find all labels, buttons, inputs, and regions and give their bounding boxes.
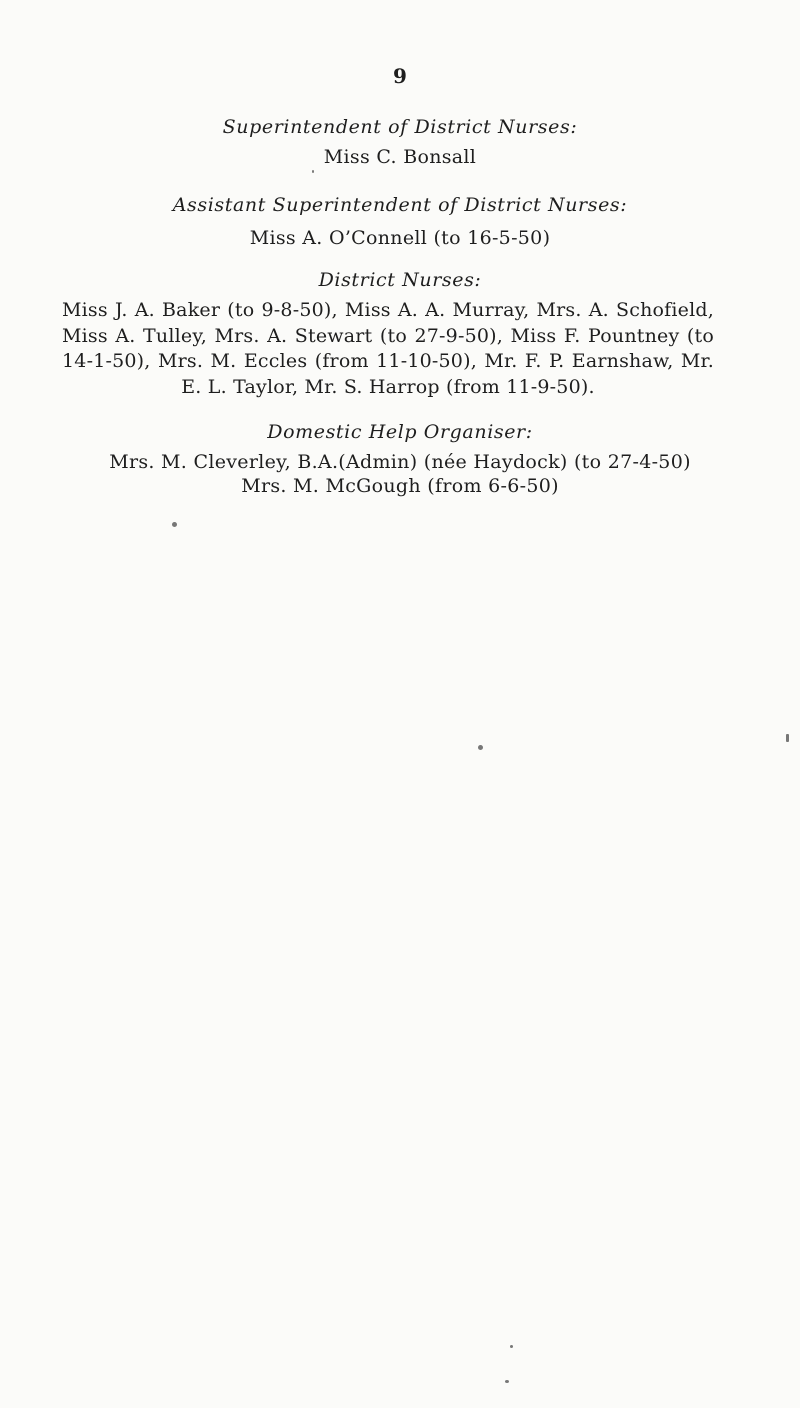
scan-speck — [478, 745, 483, 750]
domestic-help-heading: Domestic Help Organiser: — [267, 421, 533, 443]
scan-speck — [786, 734, 789, 742]
page-number: 9 — [393, 64, 407, 88]
assistant-superintendent-name: Miss A. O’Connell (to 16-5-50) — [249, 227, 551, 249]
superintendent-name: Miss C. Bonsall — [323, 146, 477, 168]
scan-speck — [510, 1345, 513, 1348]
assistant-superintendent-heading: Assistant Superintendent of District Nurses: — [172, 194, 628, 216]
scan-speck — [505, 1380, 509, 1383]
domestic-help-line-2: Mrs. M. McGough (from 6-6-50) — [241, 475, 559, 497]
district-nurses-heading: District Nurses: — [318, 269, 482, 291]
scan-speck — [172, 522, 177, 527]
scan-speck — [312, 170, 314, 173]
domestic-help-line-1: Mrs. M. Cleverley, B.A.(Admin) (née Haydock) (to 27-4-50) — [109, 451, 691, 473]
superintendent-heading: Superintendent of District Nurses: — [222, 116, 578, 138]
district-nurses-list: Miss J. A. Baker (to 9-8-50), Miss A. A. Murray, Mrs. A. Schofield, Miss A. Tulley, Mrs. A. Stewart (to 27-9-50), Miss F. Pountney (to 14-1-50), Mrs. M. Eccles (from 11-10-50), Mr. F. P. Earnshaw, Mr. E. L. Taylor, Mr. S. Harrop (from 11-9-50). — [62, 299, 714, 398]
